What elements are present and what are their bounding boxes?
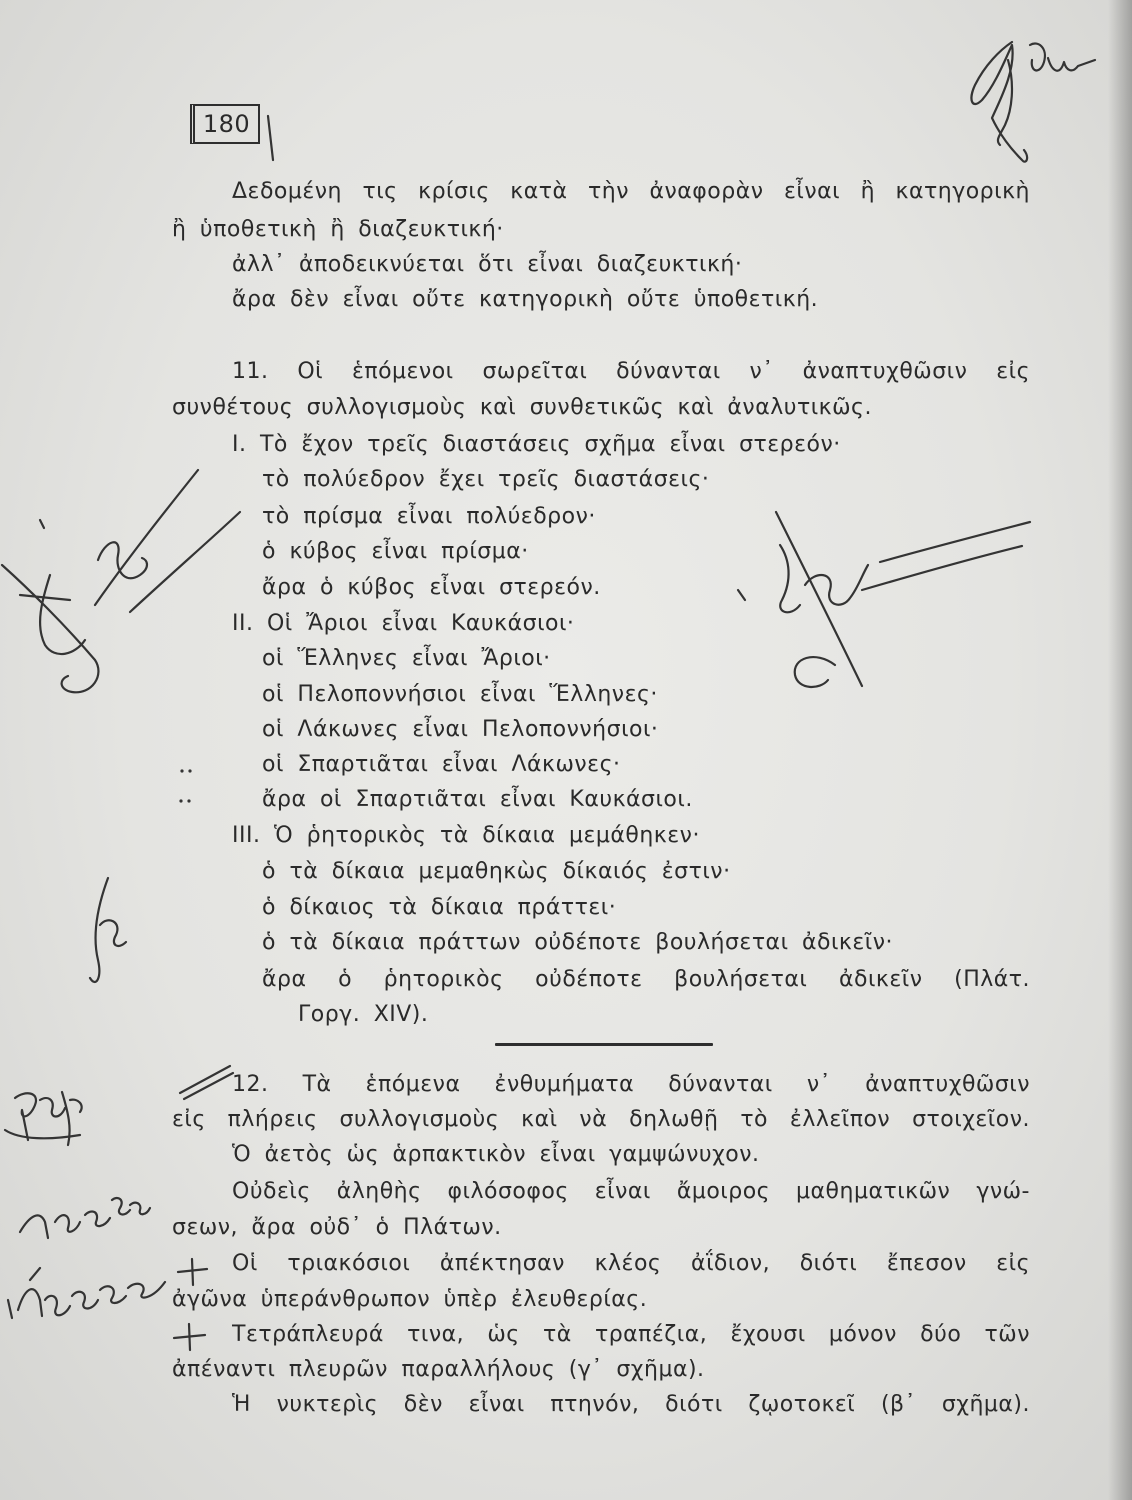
cross-mark-2	[174, 1324, 205, 1350]
handwritten-initials-left	[90, 878, 126, 982]
page-number-tick-mark	[268, 116, 273, 160]
text-line: οἱ Ἕλληνες εἶναι Ἄριοι·	[262, 646, 551, 671]
text-line: ὁ δίκαιος τὰ δίκαια πράττει·	[262, 895, 617, 920]
text-line: ἀγῶνα ὑπεράνθρωπον ὑπὲρ ἐλευθερίας.	[172, 1287, 648, 1312]
text-line: ὁ κύβος εἶναι πρίσμα·	[262, 539, 529, 564]
text-line: εἰς πλήρεις συλλογισμοὺς καὶ νὰ δηλωθῇ τὸ ἐλλεῖπον στοιχεῖον.	[172, 1107, 1030, 1132]
text-line: Οἱ τριακόσιοι ἀπέκτησαν κλέος ἀΐδιον, διότι ἔπεσον εἰς	[232, 1251, 1030, 1276]
syllogism-item-2: II. Οἱ Ἄριοι εἶναι Καυκάσιοι·	[232, 611, 575, 636]
text-line: οἱ Λάκωνες εἶναι Πελοποννήσιοι·	[262, 717, 659, 742]
text-line: ἄρα ὁ ῥητορικὸς οὐδέποτε βουλήσεται ἀδικεῖν (Πλάτ.	[262, 967, 1030, 992]
text-line: ὁ τὰ δίκαια πράττων οὐδέποτε βουλήσεται ἀδικεῖν·	[262, 930, 893, 955]
double-slash-mark	[180, 1066, 233, 1099]
text-line: Ἡ νυκτερὶς δὲν εἶναι πτηνόν, διότι ζῳοτοκεῖ (β᾽ σχῆμα).	[232, 1392, 1030, 1417]
text-line: τὸ πρίσμα εἶναι πολύεδρον·	[262, 504, 596, 529]
text-line: συνθέτους συλλογισμοὺς καὶ συνθετικῶς καὶ ἀναλυτικῶς.	[172, 395, 872, 420]
text-line: ἀπέναντι πλευρῶν παραλλήλους (γ᾽ σχῆμα).	[172, 1357, 705, 1382]
text-line: ὁ τὰ δίκαια μεμαθηκὼς δίκαιός ἐστιν·	[262, 859, 731, 884]
citation-line: Γοργ. XIV).	[298, 1002, 429, 1027]
handwritten-margin-note-bottom-left	[5, 1092, 165, 1318]
text-line: Οὐδεὶς ἀληθὴς φιλόσοφος εἶναι ἄμοιρος μαθηματικῶν γνώ-	[232, 1179, 1030, 1204]
text-line: οἱ Σπαρτιᾶται εἶναι Λάκωνες·	[262, 752, 621, 777]
exercise-11-heading: 11. Οἱ ἑπόμενοι σωρεῖται δύνανται ν᾽ ἀναπτυχθῶσιν εἰς	[232, 359, 1030, 384]
section-divider	[495, 1043, 713, 1046]
text-line: ἄρα δὲν εἶναι οὔτε κατηγορικὴ οὔτε ὑποθετική.	[232, 287, 819, 312]
text-line: ἀλλ᾽ ἀποδεικνύεται ὅτι εἶναι διαζευκτική·	[232, 252, 743, 277]
text-line: ἄρα ὁ κύβος εἶναι στερεόν.	[262, 575, 601, 600]
syllogism-item-1: I. Τὸ ἔχον τρεῖς διαστάσεις σχῆμα εἶναι στερεόν·	[232, 432, 841, 457]
text-line: οἱ Πελοποννήσιοι εἶναι Ἕλληνες·	[262, 682, 658, 707]
handwritten-signature-top-right	[971, 42, 1095, 162]
syllogism-item-3: III. Ὁ ῥητορικὸς τὰ δίκαια μεμάθηκεν·	[232, 823, 700, 848]
handwritten-signature-right-middle	[738, 512, 1030, 687]
text-line: Τετράπλευρά τινα, ὡς τὰ τραπέζια, ἔχουσι μόνον δύο τῶν	[232, 1322, 1030, 1347]
cross-mark-1	[178, 1259, 207, 1285]
text-line: σεων, ἄρα οὐδ᾽ ὁ Πλάτων.	[172, 1215, 502, 1240]
text-line: Δεδομένη τις κρίσις κατὰ τὴν ἀναφορὰν εἶναι ἢ κατηγορικὴ	[232, 179, 1030, 204]
text-line: Ὁ ἀετὸς ὡς ἁρπακτικὸν εἶναι γαμψώνυχον.	[232, 1142, 760, 1167]
page-number: 180	[190, 104, 260, 144]
text-line: τὸ πολύεδρον ἔχει τρεῖς διαστάσεις·	[262, 467, 710, 492]
text-line: ἄρα οἱ Σπαρτιᾶται εἶναι Καυκάσιοι.	[262, 787, 693, 812]
margin-dots	[179, 769, 191, 802]
text-line: ἢ ὑποθετικὴ ἢ διαζευκτική·	[172, 217, 504, 242]
exercise-12-heading: 12. Τὰ ἑπόμενα ἐνθυμήματα δύνανται ν᾽ ἀναπτυχθῶσιν	[232, 1072, 1030, 1097]
handwritten-signature-left-margin	[2, 470, 240, 692]
